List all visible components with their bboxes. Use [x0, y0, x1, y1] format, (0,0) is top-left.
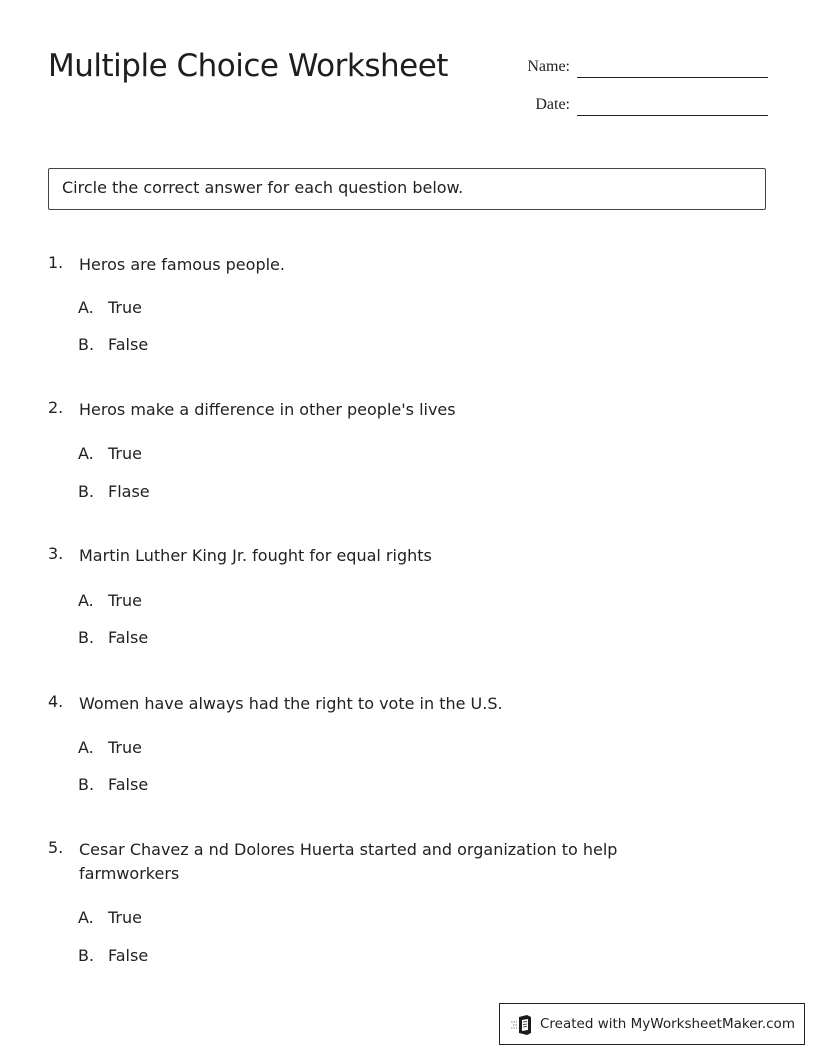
option-letter: B.: [78, 335, 95, 354]
question-text: Martin Luther King Jr. fought for equal rights: [79, 546, 432, 565]
date-input-line[interactable]: [577, 115, 768, 116]
name-field[interactable]: [500, 54, 768, 78]
option-b[interactable]: [78, 335, 148, 354]
option-a[interactable]: [78, 591, 142, 610]
question-number: 2.: [48, 398, 64, 417]
option-letter: B.: [78, 946, 95, 965]
question-text: Heros are famous people.: [79, 255, 285, 274]
option-b[interactable]: [78, 775, 148, 794]
option-label: True: [108, 298, 142, 317]
question-number: 1.: [48, 253, 64, 272]
option-letter: A.: [78, 908, 94, 927]
name-label: Name:: [527, 58, 570, 75]
date-label: Date:: [535, 96, 570, 113]
question-text: Women have always had the right to vote in the U.S.: [79, 694, 503, 713]
option-label: False: [108, 335, 149, 354]
option-label: True: [108, 444, 142, 463]
question-number: 3.: [48, 544, 64, 563]
option-a[interactable]: [78, 908, 142, 927]
option-a[interactable]: [78, 444, 142, 463]
footer-attribution[interactable]: [499, 1003, 805, 1045]
option-letter: B.: [78, 482, 95, 501]
option-label: True: [108, 591, 142, 610]
option-label: True: [108, 908, 142, 927]
option-letter: B.: [78, 628, 95, 647]
question-number: 5.: [48, 838, 64, 857]
option-letter: A.: [78, 298, 94, 317]
instructions-text: Circle the correct answer for each question below.: [62, 178, 464, 197]
page-title: Multiple Choice Worksheet: [48, 48, 448, 84]
option-b[interactable]: [78, 946, 148, 965]
option-label: Flase: [108, 482, 150, 501]
option-label: False: [108, 946, 149, 965]
option-letter: A.: [78, 591, 94, 610]
question-text: Cesar Chavez a nd Dolores Huerta started and organization to help farmworkers: [79, 840, 618, 883]
option-letter: B.: [78, 775, 95, 794]
option-b[interactable]: [78, 628, 148, 647]
footer-text[interactable]: Created with MyWorksheetMaker.com: [540, 1016, 795, 1032]
option-b[interactable]: [78, 482, 150, 501]
option-label: False: [108, 775, 149, 794]
option-a[interactable]: [78, 738, 142, 757]
instructions-box: [48, 168, 766, 210]
option-letter: A.: [78, 444, 94, 463]
option-letter: A.: [78, 738, 94, 757]
option-label: True: [108, 738, 142, 757]
name-input-line[interactable]: [577, 77, 768, 78]
date-field[interactable]: [500, 92, 768, 116]
question-number: 4.: [48, 692, 64, 711]
question-text: Heros make a difference in other people's lives: [79, 400, 456, 419]
option-label: False: [108, 628, 149, 647]
option-a[interactable]: [78, 298, 142, 317]
worksheet-logo-icon: [511, 1015, 533, 1035]
